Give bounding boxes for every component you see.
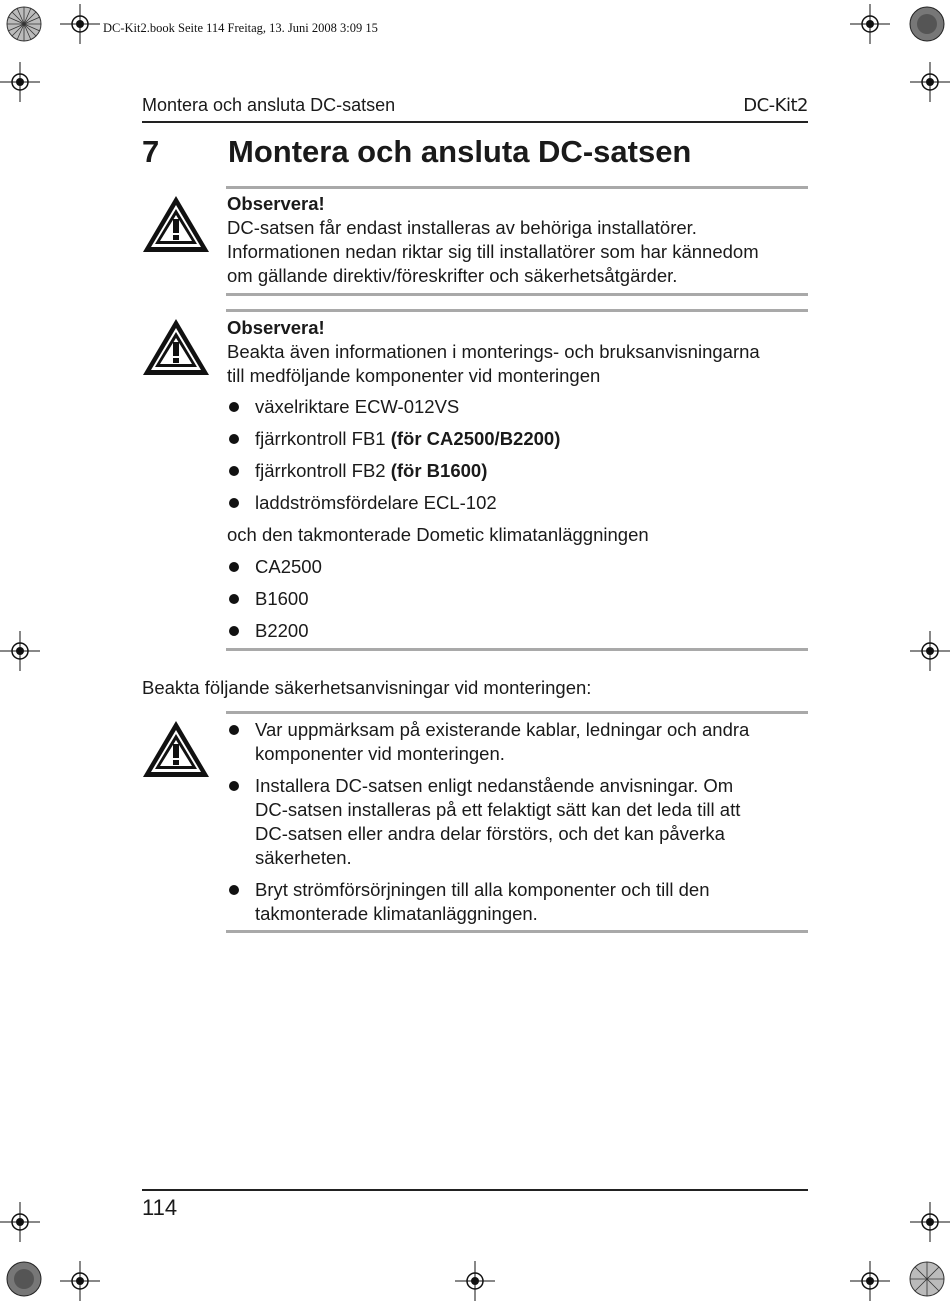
notice-bottom-rule: [226, 930, 808, 933]
chapter-number: 7: [142, 134, 160, 169]
page-number: 114: [142, 1195, 178, 1220]
footer-rule: [142, 1189, 808, 1191]
notice-heading: Observera!: [227, 317, 325, 338]
bullet-dot: [229, 781, 239, 791]
notice-line: och den takmonterade Dometic klimatanläggningen: [227, 524, 649, 545]
notice-line: om gällande direktiv/föreskrifter och säkerhetsåtgärder.: [227, 265, 678, 286]
unit-item: CA2500: [255, 556, 322, 577]
bullet-dot: [229, 402, 239, 412]
notice-line: till medföljande komponenter vid monteringen: [227, 365, 601, 386]
notice-top-rule: [226, 186, 808, 189]
registration-mark-icon: [0, 631, 40, 671]
bullet-dot: [229, 626, 239, 636]
bullet-dot: [229, 725, 239, 735]
registration-mark-icon: [60, 4, 100, 44]
notice-line: DC-satsen får endast installeras av behöriga installatörer.: [227, 217, 697, 238]
notice-top-rule: [226, 711, 808, 714]
notice-top-rule: [226, 309, 808, 312]
registration-mark-icon: [0, 62, 40, 102]
notice-bottom-rule: [226, 648, 808, 651]
safety-item: Installera DC-satsen enligt nedanstående anvisningar. Om DC-satsen installeras på ett felaktigt sätt kan det leda till att DC-satsen eller andra delar förstörs, och det kan påverka säkerheten.: [255, 775, 741, 868]
notice-line: Informationen nedan riktar sig till installatörer som har kännedom: [227, 241, 759, 262]
warning-triangle-icon: [141, 317, 211, 377]
bullet-dot: [229, 594, 239, 604]
warning-triangle-icon: [141, 194, 211, 254]
component-item: laddströmsfördelare ECL-102: [255, 492, 497, 513]
registration-mark-icon: [0, 1202, 40, 1242]
running-title: Montera och ansluta DC-satsen: [142, 95, 396, 115]
color-wheel-icon: [908, 1260, 946, 1298]
bullet-dot: [229, 562, 239, 572]
component-item: fjärrkontroll FB2 (för B1600): [255, 460, 488, 481]
registration-mark-icon: [60, 1261, 100, 1301]
color-wheel-icon: [5, 1260, 43, 1298]
header-rule: [142, 121, 808, 123]
registration-mark-icon: [910, 631, 950, 671]
bullet-dot: [229, 885, 239, 895]
bullet-dot: [229, 498, 239, 508]
brand-label: DC-Kit2: [743, 95, 808, 116]
component-item: fjärrkontroll FB1 (för CA2500/B2200): [255, 428, 561, 449]
color-wheel-icon: [908, 5, 946, 43]
notice-line: Beakta även informationen i monterings- och bruksanvisningarna: [227, 341, 760, 362]
registration-mark-icon: [455, 1261, 495, 1301]
unit-item: B1600: [255, 588, 309, 609]
chapter-title: Montera och ansluta DC-satsen: [228, 134, 692, 169]
bullet-dot: [229, 434, 239, 444]
safety-intro: Beakta följande säkerhetsanvisningar vid monteringen:: [142, 677, 592, 698]
notice-heading: Observera!: [227, 193, 325, 214]
registration-mark-icon: [850, 1261, 890, 1301]
component-item: växelriktare ECW-012VS: [255, 396, 460, 417]
warning-triangle-icon: [141, 719, 211, 779]
safety-item: Var uppmärksam på existerande kablar, ledningar och andra komponenter vid monteringen.: [255, 719, 750, 764]
color-wheel-icon: [5, 5, 43, 43]
registration-mark-icon: [910, 62, 950, 102]
unit-item: B2200: [255, 620, 309, 641]
bullet-dot: [229, 466, 239, 476]
registration-mark-icon: [850, 4, 890, 44]
registration-mark-icon: [910, 1202, 950, 1242]
notice-bottom-rule: [226, 293, 808, 296]
print-slug: DC-Kit2.book Seite 114 Freitag, 13. Juni 2008 3:09 15: [103, 21, 378, 35]
safety-item: Bryt strömförsörjningen till alla komponenter och till den takmonterade klimatanläggningen.: [255, 879, 710, 924]
